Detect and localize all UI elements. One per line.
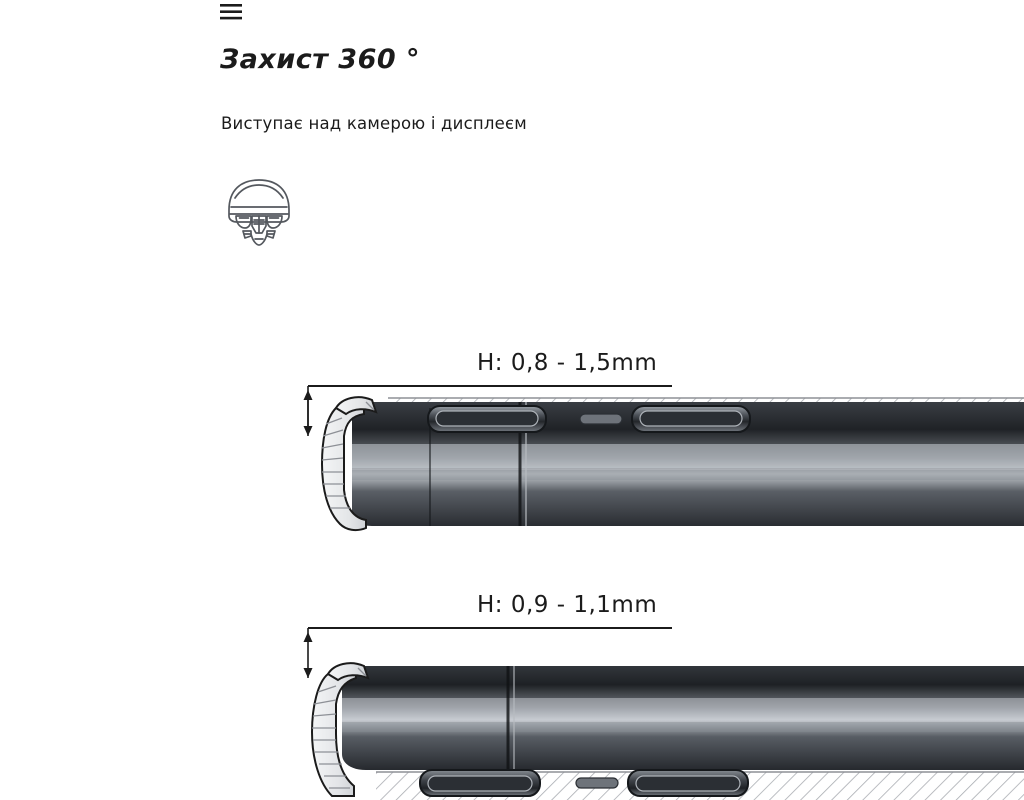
display-height-label: H: 0,9 - 1,1mm [477,592,658,618]
stormtrooper-helmet-icon [221,176,297,248]
page-subtitle: Виступає над камерою і дисплеєм [221,114,527,133]
page-title: Захист 360 ° [220,44,421,75]
display-protrusion-diagram [280,620,1024,800]
hamburger-menu-icon[interactable] [220,2,242,22]
camera-height-label: H: 0,8 - 1,5mm [477,350,658,376]
hamburger-menu-glyph [220,2,242,22]
camera-protrusion-diagram [280,378,1024,548]
